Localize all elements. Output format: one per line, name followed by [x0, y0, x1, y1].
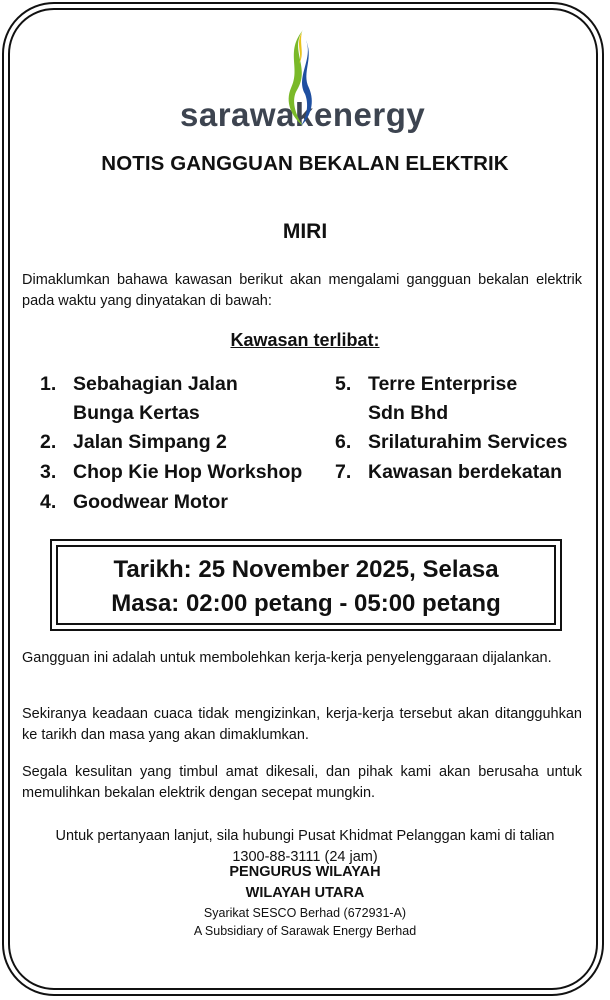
area-number: 6.: [335, 431, 352, 453]
weather-paragraph: Sekiranya keadaan cuaca tidak mengizinkan, kerja-kerja tersebut akan ditangguhkan ke tarikh dan masa yang akan dimaklumkan.: [22, 706, 582, 743]
flame-icon: [281, 28, 317, 128]
apology-paragraph: Segala kesulitan yang timbul amat dikesali, dan pihak kami akan berusaha untuk memulihkan bekalan elektrik dengan secepat mungkin.: [22, 764, 582, 801]
area-label: Srilaturahim Services: [368, 431, 568, 453]
logo-word-energy: energy: [314, 96, 426, 133]
sarawak-energy-logo: [180, 28, 430, 133]
area-number: 3.: [40, 461, 57, 483]
notice-title: NOTIS GANGGUAN BEKALAN ELEKTRIK: [101, 152, 509, 175]
hotline-number: 1300-88-3111 (24 jam): [232, 849, 378, 865]
maintenance-paragraph: Gangguan ini adalah untuk membolehkan kerja-kerja penyelenggaraan dijalankan.: [22, 650, 552, 666]
area-number: 7.: [335, 461, 352, 483]
region-name: MIRI: [282, 220, 328, 243]
area-label: Kawasan berdekatan: [368, 461, 563, 483]
signatory-title: PENGURUS WILAYAH: [229, 864, 381, 880]
area-number: 5.: [335, 373, 352, 395]
area-label: Jalan Simpang 2: [73, 431, 227, 453]
area-number: 2.: [40, 431, 57, 453]
area-number: 1.: [40, 373, 57, 395]
contact-info: [0, 826, 610, 868]
company-name: Syarikat SESCO Berhad (672931-A): [203, 906, 407, 920]
logo-word-sarawak: sarawak: [180, 96, 314, 133]
area-number: 4.: [40, 491, 57, 513]
date-line: Tarikh: 25 November 2025, Selasa: [113, 556, 499, 583]
area-label: Sebahagian Jalan Bunga Kertas: [73, 373, 238, 424]
date-time-box: [50, 539, 562, 631]
subsidiary-line: A Subsidiary of Sarawak Energy Berhad: [193, 924, 417, 938]
intro-paragraph: Dimaklumkan bahawa kawasan berikut akan mengalami gangguan bekalan elektrik pada waktu yang dinyatakan di bawah:: [22, 272, 582, 309]
contact-line: Untuk pertanyaan lanjut, sila hubungi Pusat Khidmat Pelanggan kami di talian: [55, 828, 555, 844]
area-label: Goodwear Motor: [73, 491, 228, 513]
area-label: Terre Enterprise Sdn Bhd: [368, 373, 518, 424]
time-line: Masa: 02:00 petang - 05:00 petang: [111, 590, 501, 617]
area-label: Chop Kie Hop Workshop: [73, 461, 303, 483]
date-time-box-inner: [56, 545, 556, 625]
areas-heading: Kawasan terlibat:: [230, 330, 380, 350]
signatory-region: WILAYAH UTARA: [245, 885, 365, 901]
